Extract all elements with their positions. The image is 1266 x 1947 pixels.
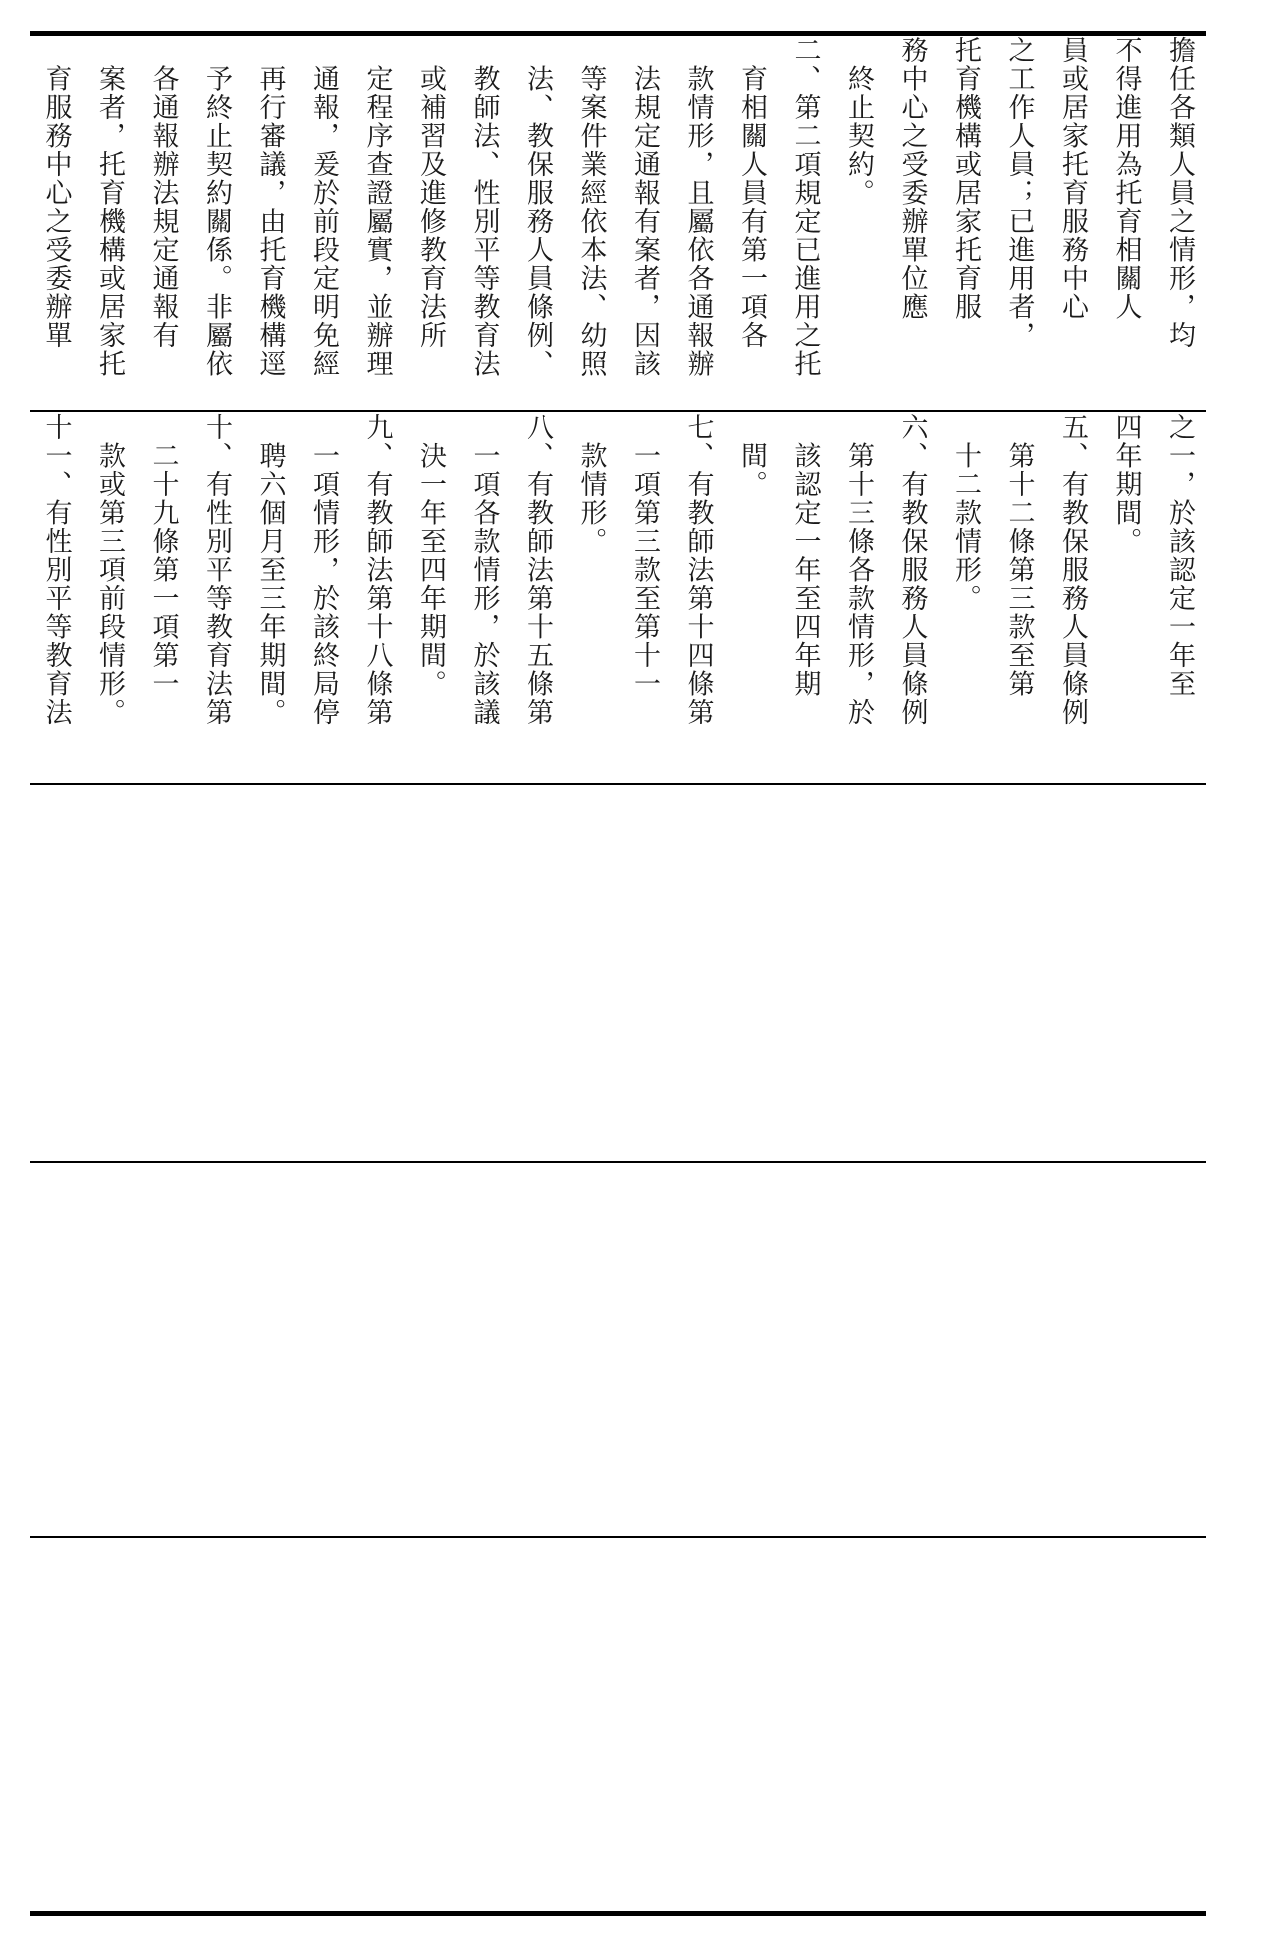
text-column: 九、有教師法第十八條第 <box>361 413 393 727</box>
regulation-text-block <box>30 413 1206 783</box>
text-column: 聘六個月至三年期間。 <box>254 413 286 727</box>
text-column: 定程序查證屬實，並辦理 <box>361 36 393 378</box>
text-column: 七、有教師法第十四條第 <box>682 413 714 727</box>
text-column: 擔任各類人員之情形，均 <box>1164 36 1195 350</box>
row-divider <box>30 1536 1206 1538</box>
text-column: 間。 <box>736 413 767 499</box>
text-column: 通報，爰於前段定明免經 <box>308 36 339 378</box>
text-column: 之工作人員；已進用者， <box>1003 36 1035 350</box>
text-column: 第十二條第三款至第 <box>1003 413 1035 698</box>
text-column: 或補習及進修教育法所 <box>415 36 446 350</box>
text-column: 該認定一年至四年期 <box>789 413 821 698</box>
text-column: 不得進用為托育相關人 <box>1110 36 1142 321</box>
text-column: 二十九條第一項第一 <box>147 413 179 698</box>
row-divider <box>30 410 1206 412</box>
text-column: 八、有教師法第十五條第 <box>522 413 553 727</box>
text-column: 予終止契約關係。非屬依 <box>201 36 232 378</box>
bottom-rule <box>30 1911 1206 1916</box>
text-column: 一項第三款至第十一 <box>629 413 660 698</box>
text-column: 六、有教保服務人員條例 <box>896 413 928 727</box>
text-column: 十、有性別平等教育法第 <box>201 413 232 727</box>
text-column: 款情形，且屬依各通報辦 <box>682 36 714 378</box>
text-column: 等案件業經依本法、幼照 <box>575 36 607 378</box>
text-column: 再行審議，由托育機構逕 <box>254 36 286 378</box>
text-column: 法規定通報有案者，因該 <box>629 36 660 378</box>
text-column: 法、教保服務人員條例、 <box>522 36 553 378</box>
text-column: 案者，托育機構或居家托 <box>94 36 125 378</box>
text-column: 員或居家托育服務中心 <box>1057 36 1088 321</box>
text-column: 決一年至四年期間。 <box>415 413 446 698</box>
text-column: 終止契約。 <box>843 36 874 207</box>
text-column: 一項情形，於該終局停 <box>308 413 339 727</box>
text-column: 務中心之受委辦單位應 <box>896 36 928 321</box>
text-column: 二、第二項規定已進用之托 <box>789 36 821 378</box>
text-column: 五、有教保服務人員條例 <box>1057 413 1088 727</box>
row-divider <box>30 783 1206 785</box>
text-column: 育相關人員有第一項各 <box>736 36 767 350</box>
text-column: 四年期間。 <box>1110 413 1142 556</box>
text-column: 十一、有性別平等教育法 <box>40 413 72 727</box>
text-column: 款或第三項前段情形。 <box>94 413 125 727</box>
text-column: 教師法、性別平等教育法 <box>468 36 500 378</box>
text-column: 各通報辦法規定通報有 <box>147 36 179 350</box>
explanation-text-block <box>30 36 1206 410</box>
text-column: 育服務中心之受委辦單 <box>40 36 72 350</box>
text-column: 托育機構或居家托育服 <box>950 36 981 321</box>
row-divider <box>30 1161 1206 1163</box>
text-column: 一項各款情形，於該議 <box>468 413 500 727</box>
text-column: 之一，於該認定一年至 <box>1164 413 1195 698</box>
text-column: 第十三條各款情形，於 <box>843 413 874 727</box>
text-column: 款情形。 <box>575 413 607 556</box>
text-column: 十二款情形。 <box>950 413 981 613</box>
